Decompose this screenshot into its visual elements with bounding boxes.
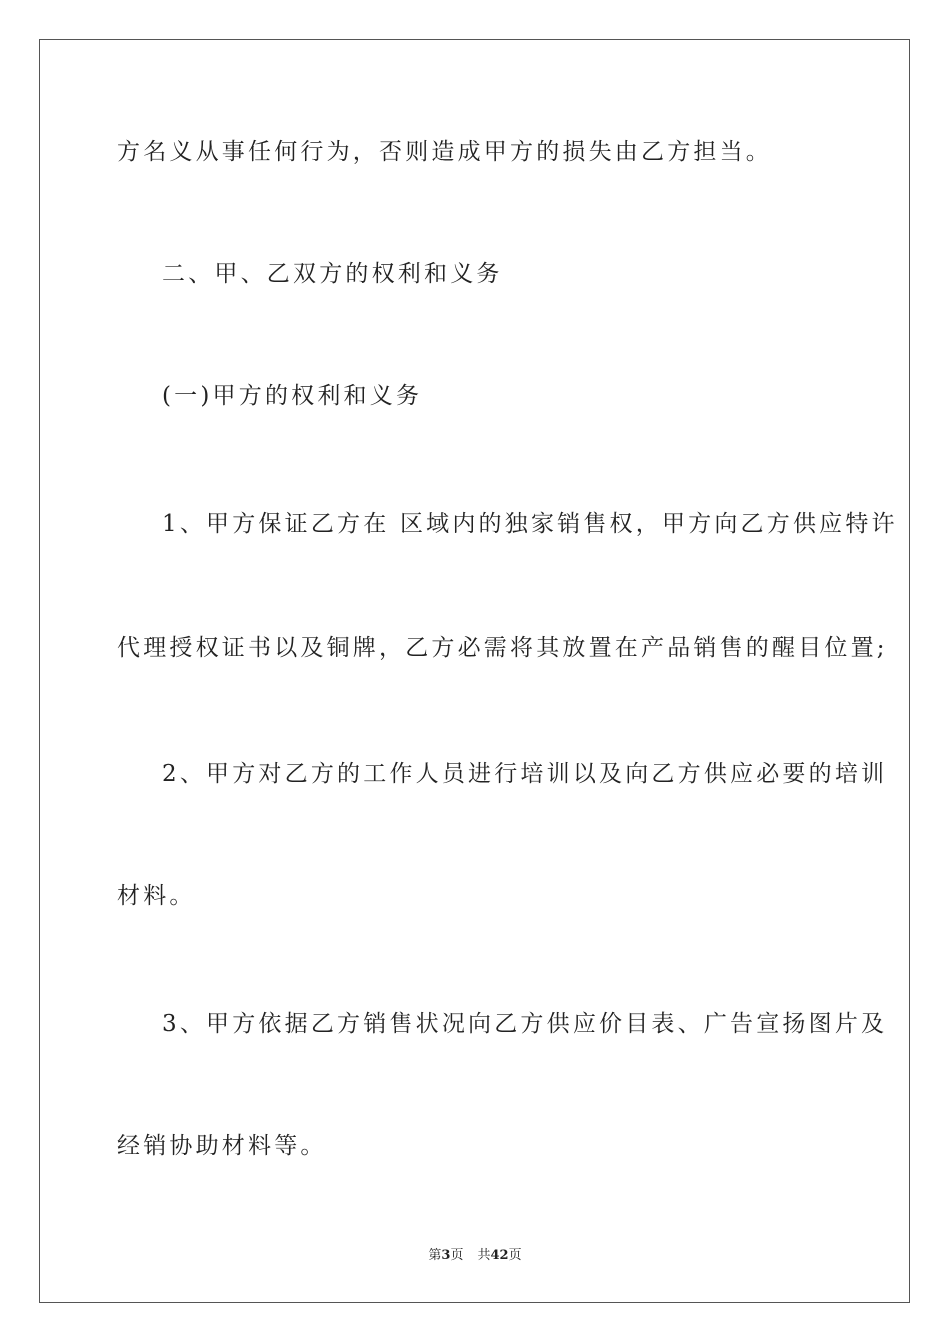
total-pages-suffix: 页 [508,1248,522,1263]
paragraph-line: 3、甲方依据乙方销售状况向乙方供应价目表、广告宣扬图片及 [162,1011,888,1037]
paragraph-line: 1、甲方保证乙方在 区域内的独家销售权，甲方向乙方供应特许 [162,511,898,537]
page-footer [0,1247,950,1265]
page-number: 3 [441,1248,451,1263]
subsection-heading: (一)甲方的权利和义务 [162,383,423,409]
page-border [39,39,910,1303]
section-heading: 二、甲、乙双方的权利和义务 [162,261,503,287]
paragraph-line: 代理授权证书以及铜牌，乙方必需将其放置在产品销售的醒目位置; [117,635,888,661]
paragraph-line: 2、甲方对乙方的工作人员进行培训以及向乙方供应必要的培训 [162,761,888,787]
paragraph-line: 材料。 [117,883,196,909]
total-pages: 42 [490,1248,509,1263]
paragraph-line: 方名义从事任何行为，否则造成甲方的损失由乙方担当。 [117,139,772,165]
total-pages-prefix: 共 [477,1248,491,1263]
paragraph-line: 经销协助材料等。 [117,1133,327,1159]
page-number-suffix: 页 [450,1248,464,1263]
page-number-prefix: 第 [428,1248,442,1263]
